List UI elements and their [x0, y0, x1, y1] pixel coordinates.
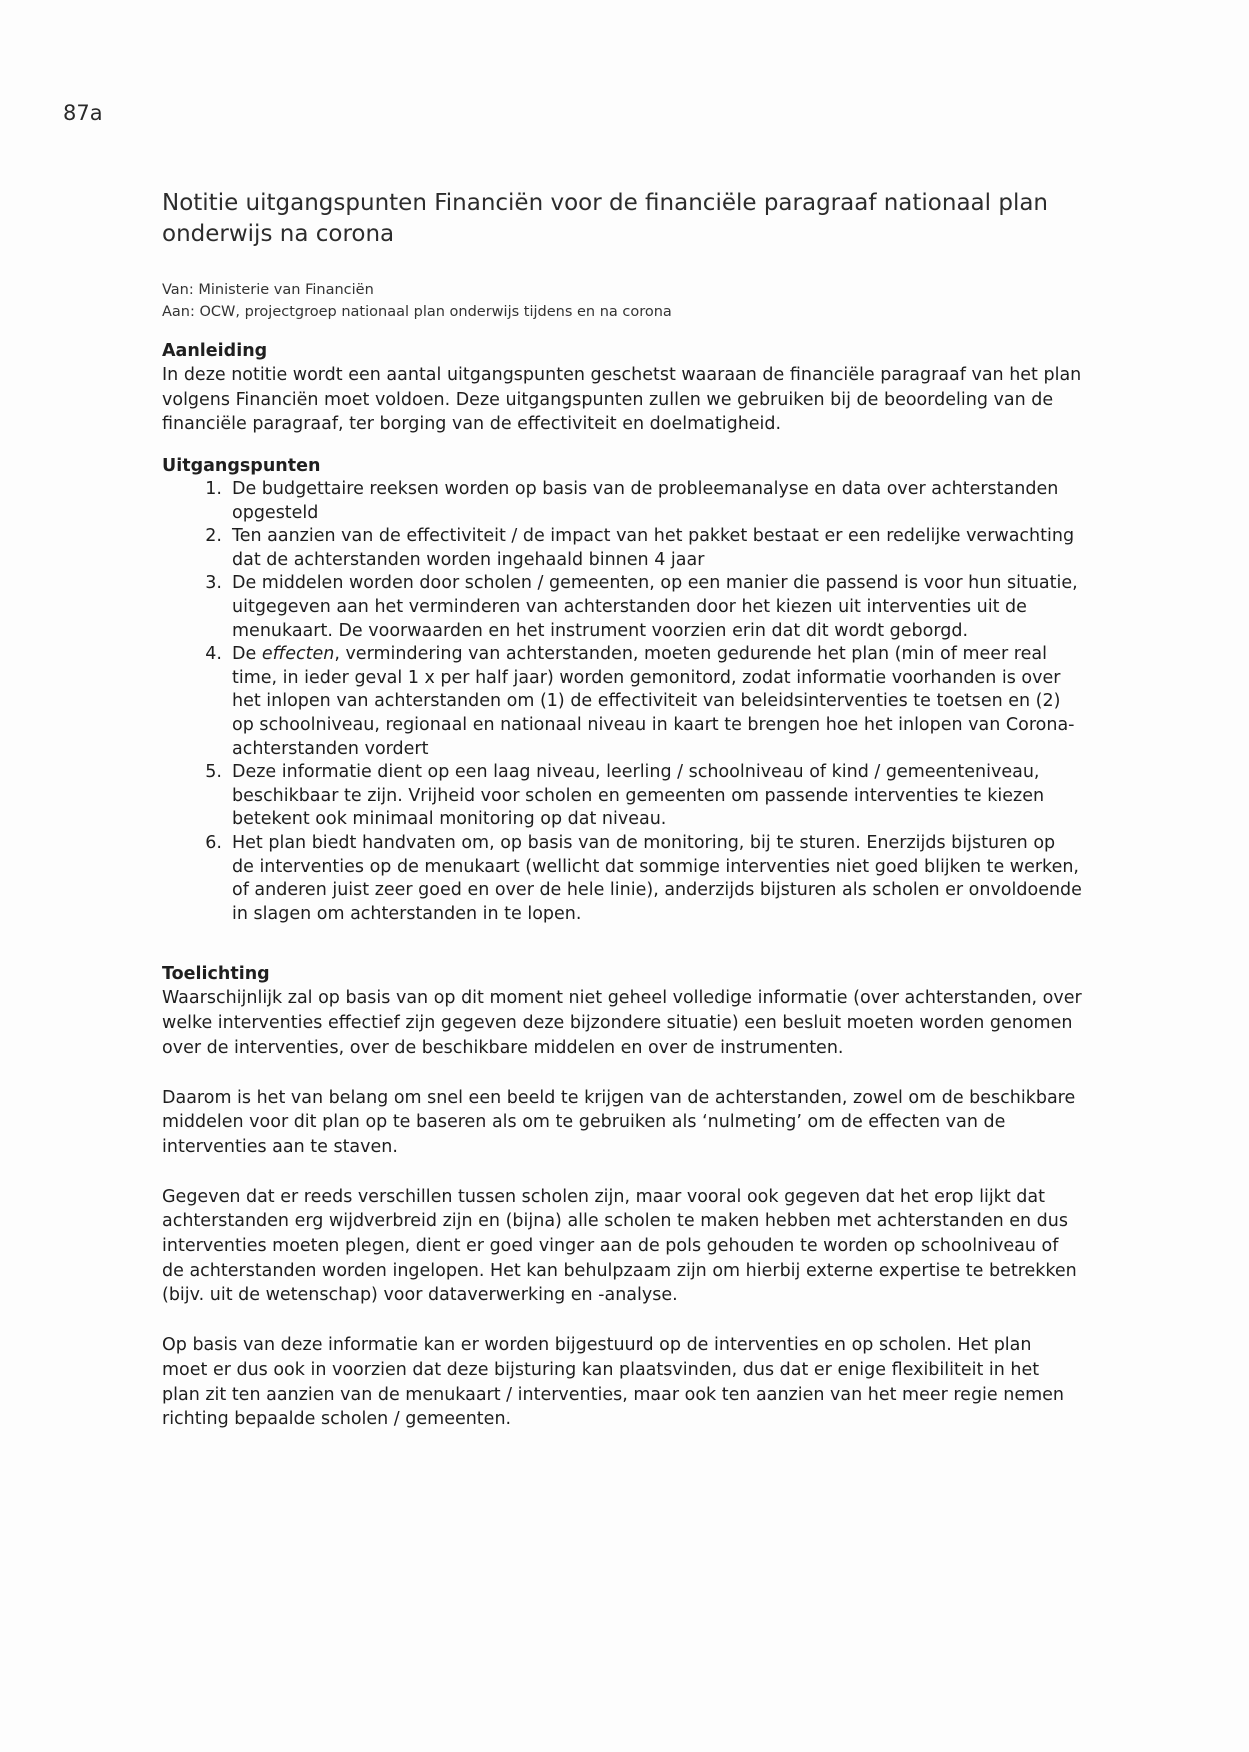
document-body — [162, 188, 1082, 1432]
list-item-text: Deze informatie dient op een laag niveau, leerling / schoolniveau of kind / gemeenteniveau, beschikbaar te zijn. Vrijheid voor scholen en gemeenten om passende interventies te kiezen betekent ook minimaal monitoring op dat niveau. — [232, 762, 1045, 830]
list-item-emphasis: effecten — [261, 644, 335, 665]
section-uitgangspunten — [162, 454, 1082, 926]
heading-uitgangspunten: Uitgangspunten — [162, 456, 321, 477]
list-item-text: De middelen worden door scholen / gemeenten, op een manier die passend is voor hun situatie, uitgegeven aan het verminderen van achterstanden door het kiezen uit interventies uit de menukaart. De voorwaarden en het instrument voorzien erin dat dit wordt geborgd. — [232, 573, 1078, 641]
list-item-number: 3. — [205, 573, 222, 594]
section-toelichting — [162, 962, 1082, 1432]
toelichting-paragraph: Gegeven dat er reeds verschillen tussen scholen zijn, maar vooral ook gegeven dat het erop lijkt dat achterstanden erg wijdverbreid zijn en (bijna) alle scholen te maken hebben met achterstanden en dus interventies moeten plegen, dient er goed vinger aan de pols gehouden te worden op schoolniveau of de achterstanden worden ingelopen. Het kan behulpzaam zijn om hierbij externe expertise te betrekken (bijv. uit de wetenschap) voor dataverwerking en -analyse. — [162, 1186, 1077, 1306]
list-item-number: 5. — [205, 762, 222, 783]
toelichting-body — [162, 986, 1082, 1432]
toelichting-paragraph: Daarom is het van belang om snel een beeld te krijgen van de achterstanden, zowel om de beschikbare middelen voor dit plan op te baseren als om te gebruiken als ‘nulmeting’ om de effecten van de interventies aan te staven. — [162, 1087, 1076, 1157]
list-item — [162, 643, 1082, 761]
document-meta — [162, 279, 1082, 323]
list-item-number: 6. — [205, 833, 222, 854]
toelichting-paragraph: Op basis van deze informatie kan er worden bijgestuurd op de interventies en op scholen. Het plan moet er dus ook in voorzien dat deze bijsturing kan plaatsvinden, dus dat er enige flexibiliteit in het plan zit ten aanzien van de menukaart / interventies, maar ook ten aanzien van het meer regie nemen richting bepaalde scholen / gemeenten. — [162, 1335, 1065, 1430]
meta-van: Van: Ministerie van Financiën — [162, 282, 374, 298]
meta-aan: Aan: OCW, projectgroep nationaal plan onderwijs tijdens en na corona — [162, 304, 672, 320]
section-aanleiding — [162, 339, 1082, 437]
list-item-text: De budgettaire reeksen worden op basis van de probleemanalyse en data over achterstanden opgesteld — [232, 479, 1059, 523]
page-number: 87a — [63, 101, 103, 125]
list-item — [162, 525, 1082, 572]
uitgangspunten-list — [162, 478, 1082, 926]
list-item-number: 1. — [205, 479, 222, 500]
toelichting-paragraph: Waarschijnlijk zal op basis van op dit moment niet geheel volledige informatie (over achterstanden, over welke interventies effectief zijn gegeven deze bijzondere situatie) een besluit moeten worden genomen over de interventies, over de beschikbare middelen en over de instrumenten. — [162, 988, 1082, 1058]
list-item — [162, 761, 1082, 832]
list-item — [162, 478, 1082, 525]
list-item-text: , vermindering van achterstanden, moeten gedurende het plan (min of meer real time, in ieder geval 1 x per half jaar) worden gemonitord, zodat informatie voorhanden is over het inlopen van achterstanden om (1) de effectiviteit van beleidsinterventies te toetsen en (2) op schoolniveau, regionaal en nationaal niveau in kaart te brengen hoe het inlopen van Corona-achterstanden vordert — [232, 644, 1075, 759]
aanleiding-text: In deze notitie wordt een aantal uitgangspunten geschetst waaraan de financiële paragraaf van het plan volgens Financiën moet voldoen. Deze uitgangspunten zullen we gebruiken bij de beoordeling van de financiële paragraaf, ter borging van de effectiviteit en doelmatigheid. — [162, 365, 1082, 435]
list-item — [162, 832, 1082, 926]
heading-toelichting: Toelichting — [162, 964, 270, 985]
list-item-text: Ten aanzien van de effectiviteit / de impact van het pakket bestaat er een redelijke verwachting dat de achterstanden worden ingehaald binnen 4 jaar — [232, 526, 1075, 570]
document-title: Notitie uitgangspunten Financiën voor de financiële paragraaf nationaal plan onderwijs na corona — [162, 190, 1049, 247]
heading-aanleiding: Aanleiding — [162, 341, 268, 361]
list-item — [162, 572, 1082, 643]
list-item-prefix: De — [232, 644, 262, 665]
list-item-number: 4. — [205, 644, 222, 665]
list-item-number: 2. — [205, 526, 222, 547]
list-item-text: Het plan biedt handvaten om, op basis van de monitoring, bij te sturen. Enerzijds bijsturen op de interventies op de menukaart (wellicht dat sommige interventies niet goed blijken te werken, of anderen juist zeer goed en over de hele linie), anderzijds bijsturen als scholen er onvoldoende in slagen om achterstanden in te lopen. — [232, 833, 1082, 924]
